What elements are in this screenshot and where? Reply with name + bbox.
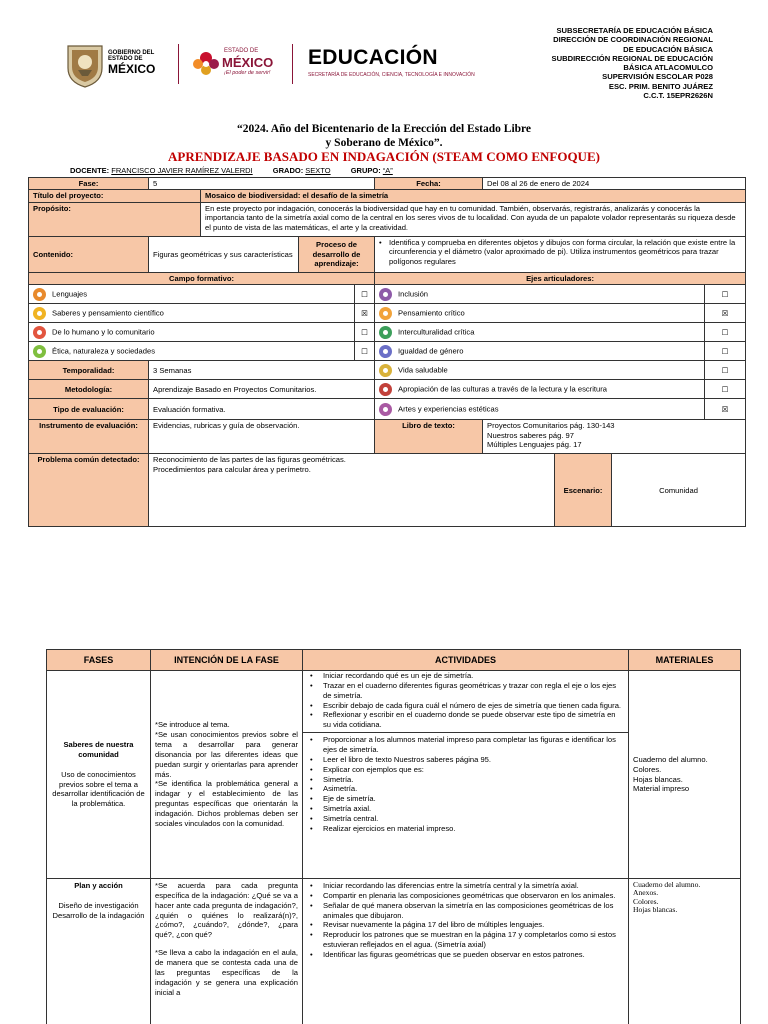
col-header-phases: FASES xyxy=(47,650,151,671)
institution-line: DE EDUCACIÓN BÁSICA xyxy=(623,44,713,54)
axis-checkbox[interactable]: ☐ xyxy=(705,361,746,380)
evaluation-type-label: Tipo de evaluación: xyxy=(29,399,149,420)
intention-cell: *Se acuerda para cada pregunta específica de la indagación: ¿Qué se va a hacer ante cada pregunta de indagación?, ¿quién o quiénes lo realizará(n)?, ¿cómo?, ¿cuándo?, ¿dónde?, ¿para qué?, ¿con qué? *Se lleva a cabo la indagación en el aula, de manera que se contesta cada una de las preguntas específicas de la indagación y se genera una explicación inicial a xyxy=(151,879,303,1024)
formative-field-icon xyxy=(33,326,46,339)
activity-item: • Reflexionar y escribir en el cuaderno donde se puede observar este tipo de simetría en su vida cotidiana. xyxy=(307,710,624,730)
formative-field-label: Saberes y pensamiento científico xyxy=(52,308,164,318)
purpose-label: Propósito: xyxy=(29,202,201,236)
axis-label: Pensamiento crítico xyxy=(398,308,465,318)
formative-field-item xyxy=(29,342,355,361)
activity-item: • Explicar con ejemplos que es: xyxy=(307,765,624,775)
duration-value: 3 Semanas xyxy=(149,361,375,380)
year-motto: “2024. Año del Bicentenario de la Erección del Estado Libre y Soberano de México”. xyxy=(236,123,532,149)
axis-icon xyxy=(379,326,392,339)
content-value: Figuras geométricas y sus características xyxy=(149,236,299,272)
activity-item: • Realizar ejercicios en material impreso. xyxy=(307,824,624,834)
activity-item: • Trazar en el cuaderno diferentes figuras geométricas y trazar con regla el eje o los ejes de simetría. xyxy=(307,681,624,701)
phase-label: Fase: xyxy=(29,178,149,190)
material-item: Material impreso xyxy=(633,784,690,794)
activity-item: • Compartir en plenaria las composiciones geométricas que observaron en los animales. xyxy=(307,891,624,901)
col-header-materials: MATERIALES xyxy=(629,650,741,671)
instrument-label: Instrumento de evaluación: xyxy=(29,420,149,454)
evaluation-type-value: Evaluación formativa. xyxy=(149,399,375,420)
material-item: Anexos. xyxy=(633,888,659,898)
activity-item: • Leer el libro de texto Nuestros saberes página 95. xyxy=(307,755,624,765)
formative-field-checkbox[interactable]: ☐ xyxy=(355,285,375,304)
activity-item: • Simetría. xyxy=(307,775,624,785)
instrument-value: Evidencias, rubricas y guía de observación. xyxy=(149,420,375,454)
activity-item: • Señalar de qué manera observan la simetría en las composiciones geométricas de los animales que dibujaron. xyxy=(307,901,624,921)
institution-block xyxy=(552,26,713,100)
activity-item: • Simetría axial. xyxy=(307,804,624,814)
axis-item xyxy=(375,399,705,420)
formative-field-checkbox[interactable]: ☒ xyxy=(355,304,375,323)
axes-label: Ejes articuladores: xyxy=(375,272,746,284)
axis-icon xyxy=(379,403,392,416)
activities-cell xyxy=(303,671,629,879)
axis-checkbox[interactable]: ☒ xyxy=(705,399,746,420)
axis-icon xyxy=(379,345,392,358)
main-title: APRENDIZAJE BASADO EN INDAGACIÓN (STEAM COMO ENFOQUE) xyxy=(168,149,600,164)
grade-value: SEXTO xyxy=(305,166,331,175)
axis-checkbox[interactable]: ☐ xyxy=(705,323,746,342)
edomex-logo: ESTADO DE MÉXICO ¡El poder de servir! xyxy=(190,46,280,86)
formative-field-label: Ética, naturaleza y sociedades xyxy=(52,346,155,356)
purpose-value: En este proyecto por indagación, conocerás la biodiversidad que hay en tu comunidad. También, observarás, registrarás, analizarás y conocerás la importancia tanto de la simetría axial como de la central en los seres vivos de tu localidad. Con ayuda de un papalote volador representarás su riqueza desde el punto de vista de las matemáticas, el arte y la creatividad. xyxy=(201,202,746,236)
materials-cell xyxy=(629,879,741,1024)
formative-field-item xyxy=(29,323,355,342)
project-info-table xyxy=(28,177,746,527)
formative-field-checkbox[interactable]: ☐ xyxy=(355,342,375,361)
institution-line: SUBDIRECCIÓN REGIONAL DE EDUCACIÓN xyxy=(551,53,713,63)
axis-item xyxy=(375,323,705,342)
activity-item: • Asimetría. xyxy=(307,784,624,794)
process-label: Proceso de desarrollo de aprendizaje: xyxy=(299,236,375,272)
axis-item xyxy=(375,304,705,323)
axis-checkbox[interactable]: ☐ xyxy=(705,380,746,399)
textbook-label: Libro de texto: xyxy=(375,420,483,454)
duration-label: Temporalidad: xyxy=(29,361,149,380)
axis-checkbox[interactable]: ☐ xyxy=(705,342,746,361)
formative-field-item xyxy=(29,304,355,323)
intention-cell: *Se introduce al tema. *Se usan conocimientos previos sobre el tema a desarrollar para generar disonancia por las diferentes ideas que puedan surgir y orientarlas para aprender más. *Se identifica la problemática general a indagar y el establecimiento de las preguntas específicas que orientarán la indagación. Dichos problemas deben ser sociales vinculados con la comunidad. xyxy=(151,671,303,879)
activity-item: • Reproducir los patrones que se muestran en la página 17 y completarlos como si estos estuvieran reflejados en el agua. (Simetría axial) xyxy=(307,930,624,950)
formative-field-label: Lenguajes xyxy=(52,289,88,299)
formative-field-label: Campo formativo: xyxy=(29,272,375,284)
project-title-label: Título del proyecto: xyxy=(29,190,201,202)
formative-field-icon xyxy=(33,307,46,320)
axis-icon xyxy=(379,307,392,320)
scenario-cell xyxy=(555,454,746,527)
material-item: Hojas blancas. xyxy=(633,774,683,784)
coat-of-arms-logo xyxy=(64,40,106,88)
methodology-label: Metodología: xyxy=(29,380,149,399)
education-subtitle: SECRETARÍA DE EDUCACIÓN, CIENCIA, TECNOLOGÍA E INNOVACIÓN xyxy=(308,72,475,78)
institution-line: SUPERVISIÓN ESCOLAR P028 xyxy=(602,72,713,82)
methodology-value: Aprendizaje Basado en Proyectos Comunitarios. xyxy=(149,380,375,399)
education-title: EDUCACIÓN xyxy=(308,46,438,69)
formative-field-icon xyxy=(33,345,46,358)
formative-field-label: De lo humano y lo comunitario xyxy=(52,327,155,337)
axis-label: Vida saludable xyxy=(398,365,448,375)
problem-value: Reconocimiento de las partes de las figuras geométricas. Procedimientos para calcular área y perímetro. xyxy=(149,454,555,527)
formative-field-checkbox[interactable]: ☐ xyxy=(355,323,375,342)
activity-item: • Iniciar recordando qué es un eje de simetría. xyxy=(307,671,624,681)
phase-value: 5 xyxy=(149,178,375,190)
material-item: Colores. xyxy=(633,896,659,906)
axis-item xyxy=(375,285,705,304)
scenario-value: Comunidad xyxy=(611,454,745,526)
institution-line: ESC. PRIM. BENITO JUÁREZ xyxy=(608,81,713,91)
formative-field-icon xyxy=(33,288,46,301)
axis-icon xyxy=(379,288,392,301)
teacher-name: FRANCISCO JAVIER RAMÍREZ VALERDI xyxy=(111,166,253,175)
axis-icon xyxy=(379,364,392,377)
activity-item: • Escribir debajo de cada figura cuál el número de ejes de simetría que tienen cada figura. xyxy=(307,701,624,711)
date-value: Del 08 al 26 de enero de 2024 xyxy=(483,178,746,190)
col-header-activities: ACTIVIDADES xyxy=(303,650,629,671)
scenario-label: Escenario: xyxy=(555,454,611,526)
institution-line: SUBSECRETARÍA DE EDUCACIÓN BÁSICA xyxy=(556,26,713,35)
axis-checkbox[interactable]: ☐ xyxy=(705,285,746,304)
group-value: “A” xyxy=(382,166,393,175)
date-label: Fecha: xyxy=(375,178,483,190)
activities-cell xyxy=(303,879,629,1024)
divider xyxy=(178,44,179,84)
process-value: • Identifica y comprueba en diferentes objetos y dibujos con forma circular, la relación que existe entre la circunferencia y el diámetro (valor aproximado de pi). Utiliza instrumentos geométricos para trazar polígonos regulares xyxy=(375,236,746,272)
axis-label: Inclusión xyxy=(398,289,429,299)
teacher-line: DOCENTE: FRANCISCO JAVIER RAMÍREZ VALERDI GRADO: SEXTO GRUPO: “A” xyxy=(70,166,393,175)
axis-label: Interculturalidad crítica xyxy=(398,327,475,337)
textbook-value: Proyectos Comunitarios pág. 130-143 Nuestros saberes pág. 97 Múltiples Lenguajes pág. 17 xyxy=(483,420,746,454)
material-item: Hojas blancas. xyxy=(633,905,678,915)
axis-label: Artes y experiencias estéticas xyxy=(398,404,499,414)
activity-item: • Proporcionar a los alumnos material impreso para completar las figuras e identificar los ejes de simetría. xyxy=(307,735,624,755)
institution-line: C.C.T. 15EPR2626N xyxy=(643,90,713,100)
divider xyxy=(292,44,293,84)
material-item: Cuaderno del alumno. xyxy=(633,880,701,889)
formative-field-item xyxy=(29,285,355,304)
material-item: Colores. xyxy=(633,764,662,774)
axis-item xyxy=(375,342,705,361)
project-title-value: Mosaico de biodiversidad: el desafío de la simetría xyxy=(201,190,746,202)
materials-cell xyxy=(629,671,741,879)
government-label: GOBIERNO DEL ESTADO DE MÉXICO xyxy=(108,50,156,76)
institution-line: DIRECCIÓN DE COORDINACIÓN REGIONAL xyxy=(553,35,713,45)
axis-icon xyxy=(379,383,392,396)
activity-item: • Simetría central. xyxy=(307,814,624,824)
institution-line: BÁSICA ATLACOMULCO xyxy=(623,63,713,72)
phase-cell: Plan y acción Diseño de investigación Desarrollo de la indagación xyxy=(47,879,151,1024)
phase-cell: Saberes de nuestra comunidad Uso de conocimientos previos sobre el tema a desarrollar identificación de la problemática. xyxy=(47,671,151,879)
activity-item: • Revisar nuevamente la página 17 del libro de múltiples lenguajes. xyxy=(307,920,624,930)
activity-item: • Eje de simetría. xyxy=(307,794,624,804)
axis-label: Apropiación de las culturas a través de la lectura y la escritura xyxy=(398,384,607,394)
material-item: Cuaderno del alumno. xyxy=(633,754,708,764)
axis-checkbox[interactable]: ☒ xyxy=(705,304,746,323)
axis-item xyxy=(375,380,705,399)
axis-label: Igualdad de género xyxy=(398,346,464,356)
axis-item xyxy=(375,361,705,380)
content-label: Contenido: xyxy=(29,236,149,272)
activity-item: • Iniciar recordando las diferencias entre la simetría central y la simetría axial. xyxy=(307,881,624,891)
flower-icon xyxy=(190,46,222,80)
activity-item: • Identificar las figuras geométricas que se pueden observar en estos patrones. xyxy=(307,950,624,960)
phases-table xyxy=(46,649,741,1024)
problem-label: Problema común detectado: xyxy=(29,454,149,527)
col-header-intention: INTENCIÓN DE LA FASE xyxy=(151,650,303,671)
